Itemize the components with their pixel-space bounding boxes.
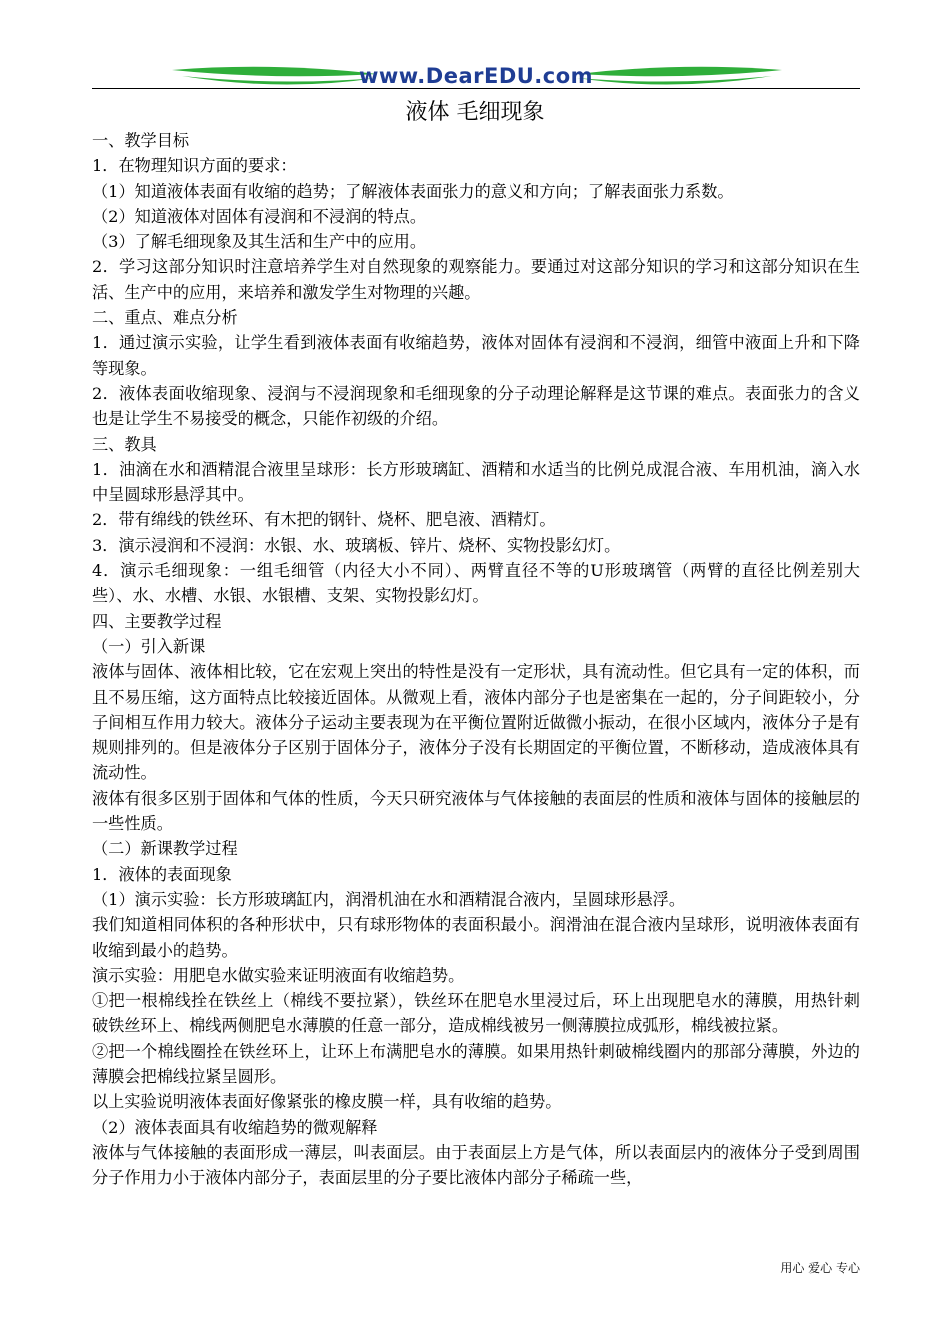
document-body [92,128,860,1190]
paragraph: （二）新课教学过程 [92,839,238,859]
paragraph: （3）了解毛细现象及其生活和生产中的应用。 [92,232,427,252]
page-footer: 用心 爱心 专心 [780,1261,860,1275]
paragraph: 二、重点、难点分析 [92,308,238,328]
paragraph: （一）引入新课 [92,636,206,656]
paragraph: ②把一个棉线圈拴在铁丝环上，让环上布满肥皂水的薄膜。如果用热针刺破棉线圈内的那部分薄膜，外边的薄膜会把棉线拉紧呈圆形。 [92,1041,860,1086]
paragraph: 四、主要教学过程 [92,611,222,631]
paragraph: 我们知道相同体积的各种形状中，只有球形物体的表面积最小。润滑油在混合液内呈球形，说明液体表面有收缩到最小的趋势。 [92,915,860,960]
paragraph: （2）知道液体对固体有浸润和不浸润的特点。 [92,206,427,226]
paragraph: 一、教学目标 [92,131,190,150]
paragraph: 以上实验说明液体表面好像紧张的橡皮膜一样，具有收缩的趋势。 [92,1092,562,1112]
paragraph: 1．在物理知识方面的要求： [92,156,297,176]
paragraph: 4．演示毛细现象：一组毛细管（内径大小不同）、两臂直径不等的U形玻璃管（两臂的直径比例差别大些）、水、水槽、水银、水银槽、支架、实物投影幻灯。 [92,561,860,606]
paragraph: 1．液体的表面现象 [92,864,232,884]
header-rule [92,88,860,89]
page-title: 液体 毛细现象 [405,100,545,125]
paragraph: ①把一根棉线拴在铁丝上（棉线不要拉紧），铁丝环在肥皂水里浸过后，环上出现肥皂水的薄膜，用热针刺破铁丝环上、棉线两侧肥皂水薄膜的任意一部分，造成棉线被另一侧薄膜拉成弧形，棉线被拉紧。 [92,991,860,1036]
paragraph: 2．带有绵线的铁丝环、有木把的钢针、烧杯、肥皂液、酒精灯。 [92,510,556,530]
site-logo-text: www.DearEDU.com [358,64,594,88]
paragraph: 液体与气体接触的表面形成一薄层，叫表面层。由于表面层上方是气体，所以表面层内的液体分子受到周围分子作用力小于液体内部分子，表面层里的分子要比液体内部分子稀疏一些， [92,1142,860,1188]
paragraph: 液体有很多区别于固体和气体的性质，今天只研究液体与气体接触的表面层的性质和液体与固体的接触层的一些性质。 [92,788,860,834]
paragraph: 2．学习这部分知识时注意培养学生对自然现象的观察能力。要通过对这部分知识的学习和这部分知识在生活、生产中的应用，来培养和激发学生对物理的兴趣。 [92,257,860,302]
paragraph: 1．油滴在水和酒精混合液里呈球形：长方形玻璃缸、酒精和水适当的比例兑成混合液、车用机油，滴入水中呈圆球形悬浮其中。 [92,459,860,505]
paragraph: （2）液体表面具有收缩趋势的微观解释 [92,1117,378,1137]
paragraph: 三、教具 [92,434,157,454]
paragraph: 2．液体表面收缩现象、浸润与不浸润现象和毛细现象的分子动理论解释是这节课的难点。表面张力的含义也是让学生不易接受的概念，只能作初级的介绍。 [92,383,860,429]
paragraph: 1．通过演示实验，让学生看到液体表面有收缩趋势，液体对固体有浸润和不浸润，细管中液面上升和下降等现象。 [92,333,860,378]
paragraph: 3．演示浸润和不浸润：水银、水、玻璃板、锌片、烧杯、实物投影幻灯。 [92,535,621,555]
paragraph: 液体与固体、液体相比较，它在宏观上突出的特性是没有一定形状，具有流动性。但它具有一定的体积，而且不易压缩，这方面特点比较接近固体。从微观上看，液体内部分子也是密集在一起的，分子间距较小，分子间相互作用力较大。液体分子运动主要表现为在平衡位置附近做微小振动，在很小区域内，液体分子是有规则排列的。但是液体分子区别于固体分子，液体分子没有长期固定的平衡位置，不断移动，造成液体具有流动性。 [92,662,860,783]
paragraph: （1）演示实验：长方形玻璃缸内，润滑机油在水和酒精混合液内，呈圆球形悬浮。 [92,889,686,909]
paragraph: （1）知道液体表面有收缩的趋势；了解液体表面张力的意义和方向；了解表面张力系数。 [92,181,734,201]
paragraph: 演示实验：用肥皂水做实验来证明液面有收缩趋势。 [92,965,465,985]
